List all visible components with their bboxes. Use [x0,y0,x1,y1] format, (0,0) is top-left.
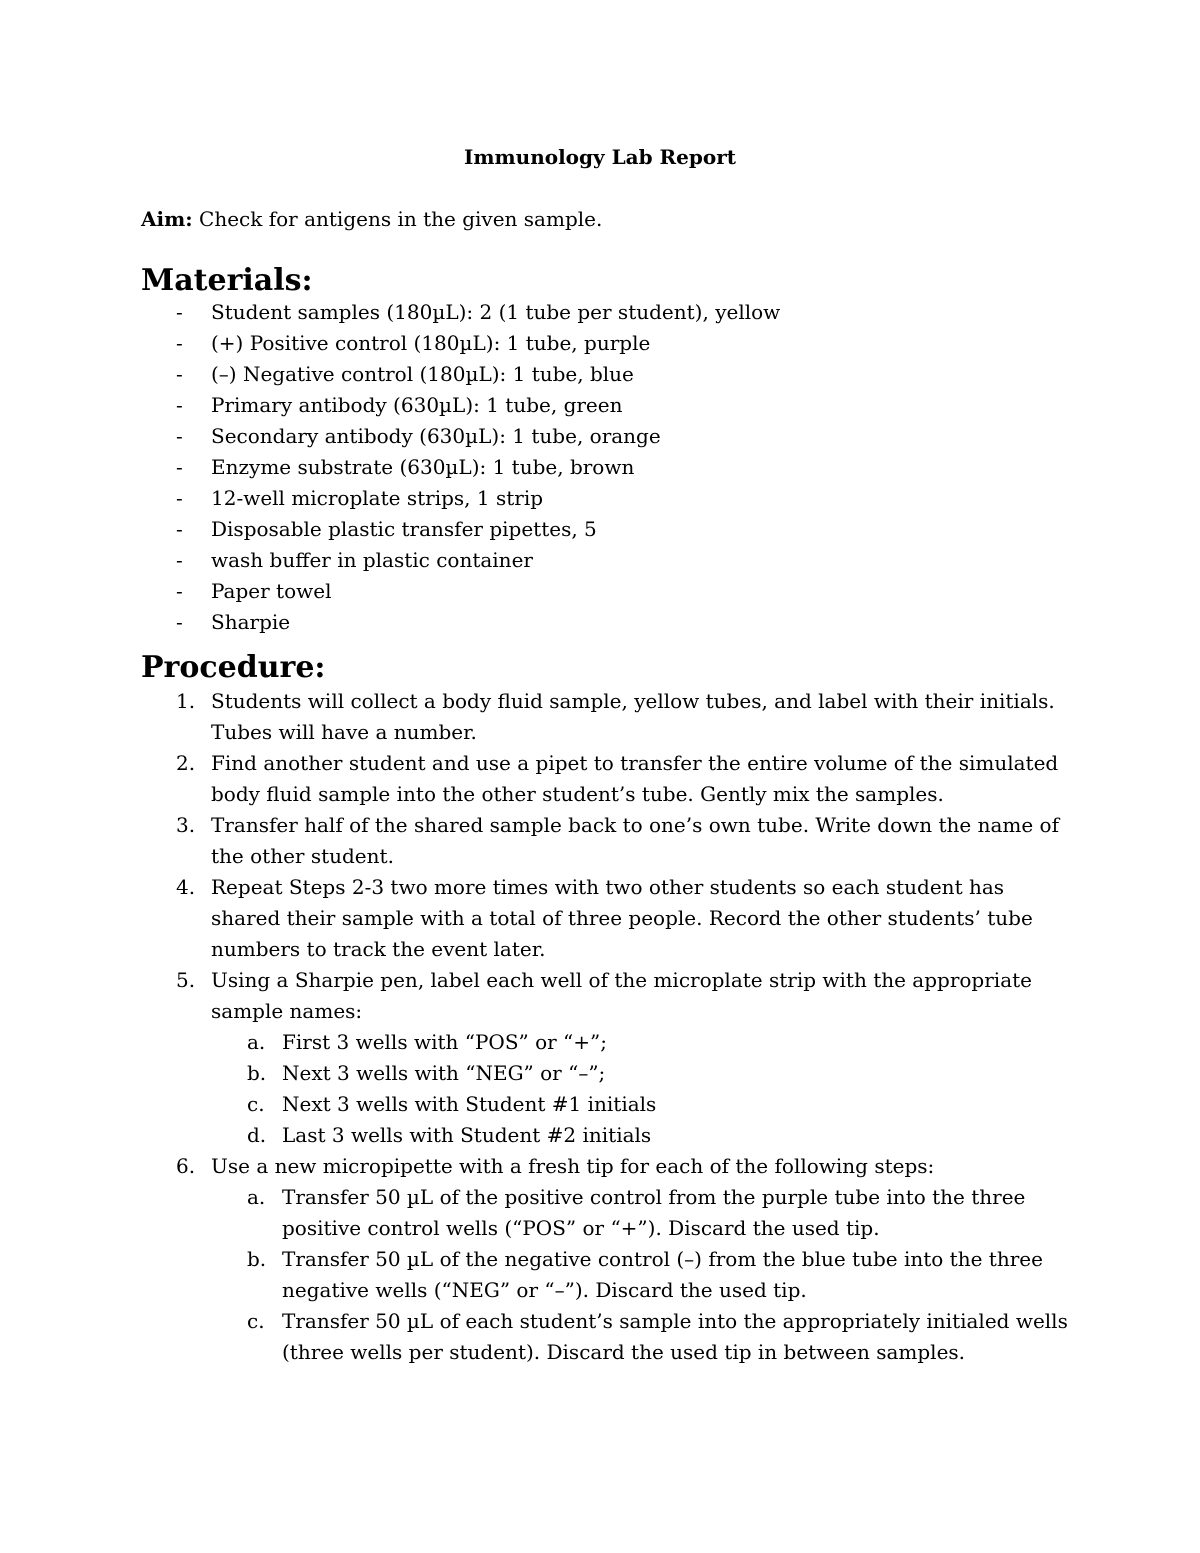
step-text: Find another student and use a pipet to transfer the entire volume of the simulated body fluid sample into the other student’s tube. Gently mix the samples. [211,751,1059,806]
sub-step-letter: a. [247,1030,266,1054]
sub-step [211,1089,1080,1120]
material-text: Student samples (180µL): 2 (1 tube per student), yellow [211,300,781,324]
sub-step-letter: b. [247,1247,267,1271]
list-marker: - [176,362,183,386]
sub-step [211,1027,1080,1058]
step-text: Transfer half of the shared sample back to one’s own tube. Write down the name of the other student. [211,813,1059,868]
material-text: Paper towel [211,579,332,603]
material-text: Disposable plastic transfer pipettes, 5 [211,517,597,541]
sub-step-text: Next 3 wells with “NEG” or “–”; [282,1061,606,1085]
list-marker: - [176,393,183,417]
material-text: (–) Negative control (180µL): 1 tube, blue [211,362,634,386]
list-marker: - [176,610,183,634]
aim-label: Aim: [141,207,193,231]
materials-heading: Materials: [141,263,313,298]
material-text: Secondary antibody (630µL): 1 tube, orange [211,424,661,448]
list-item [0,484,780,515]
sub-step-letter: b. [247,1061,267,1085]
material-text: Sharpie [211,610,291,634]
step-number: 6. [176,1154,196,1178]
sub-step-text: First 3 wells with “POS” or “+”; [282,1030,607,1054]
material-text: Primary antibody (630µL): 1 tube, green [211,393,623,417]
sub-step [211,1306,1080,1368]
list-item [0,298,780,329]
sub-step-text: Next 3 wells with Student #1 initials [282,1092,657,1116]
list-marker: - [176,486,183,510]
list-item [0,546,780,577]
step-number: 5. [176,968,196,992]
list-item [0,391,780,422]
aim-paragraph [141,205,1101,233]
procedure-step [0,748,1080,810]
sub-step-list [211,1182,1080,1368]
list-marker: - [176,331,183,355]
document-title: Immunology Lab Report [463,145,737,169]
sub-step [211,1182,1080,1244]
step-text: Students will collect a body fluid sample, yellow tubes, and label with their initials. Tubes will have a number. [211,689,1055,744]
procedure-step [0,1151,1080,1368]
step-number: 2. [176,751,196,775]
material-text: 12-well microplate strips, 1 strip [211,486,544,510]
sub-step-text: Transfer 50 µL of the positive control from the purple tube into the three positive control wells (“POS” or “+”). Discard the used tip. [282,1185,1026,1240]
procedure-heading: Procedure: [141,650,326,685]
procedure-step [0,872,1080,965]
step-number: 3. [176,813,196,837]
sub-step-letter: c. [247,1092,265,1116]
list-marker: - [176,579,183,603]
sub-step-text: Transfer 50 µL of each student’s sample into the appropriately initialed wells (three wells per student). Discard the used tip in between samples. [282,1309,1068,1364]
sub-step [211,1120,1080,1151]
sub-step-letter: c. [247,1309,265,1333]
list-marker: - [176,424,183,448]
sub-step-list [211,1027,1080,1151]
list-item [0,577,780,608]
material-text: (+) Positive control (180µL): 1 tube, purple [211,331,651,355]
list-item [0,422,780,453]
list-marker: - [176,300,183,324]
step-text: Use a new micropipette with a fresh tip for each of the following steps: [211,1154,935,1178]
step-number: 4. [176,875,196,899]
procedure-step [0,686,1080,748]
sub-step-letter: d. [247,1123,267,1147]
list-marker: - [176,517,183,541]
procedure-list [0,686,1080,1368]
step-text: Repeat Steps 2-3 two more times with two other students so each student has shared their sample with a total of three people. Record the other students’ tube numbers to track the event later. [211,875,1033,961]
step-text: Using a Sharpie pen, label each well of the microplate strip with the appropriate sample names: [211,968,1032,1023]
material-text: Enzyme substrate (630µL): 1 tube, brown [211,455,635,479]
procedure-step [0,965,1080,1151]
list-marker: - [176,548,183,572]
list-item [0,360,780,391]
sub-step-letter: a. [247,1185,266,1209]
list-item [0,453,780,484]
sub-step [211,1058,1080,1089]
sub-step-text: Transfer 50 µL of the negative control (–) from the blue tube into the three negative wells (“NEG” or “–”). Discard the used tip. [282,1247,1043,1302]
list-item [0,608,780,639]
procedure-step [0,810,1080,872]
step-number: 1. [176,689,196,713]
list-marker: - [176,455,183,479]
aim-text: Check for antigens in the given sample. [199,207,603,231]
list-item [0,329,780,360]
sub-step [211,1244,1080,1306]
list-item [0,515,780,546]
materials-list [0,298,780,639]
sub-step-text: Last 3 wells with Student #2 initials [282,1123,652,1147]
material-text: wash buffer in plastic container [211,548,533,572]
